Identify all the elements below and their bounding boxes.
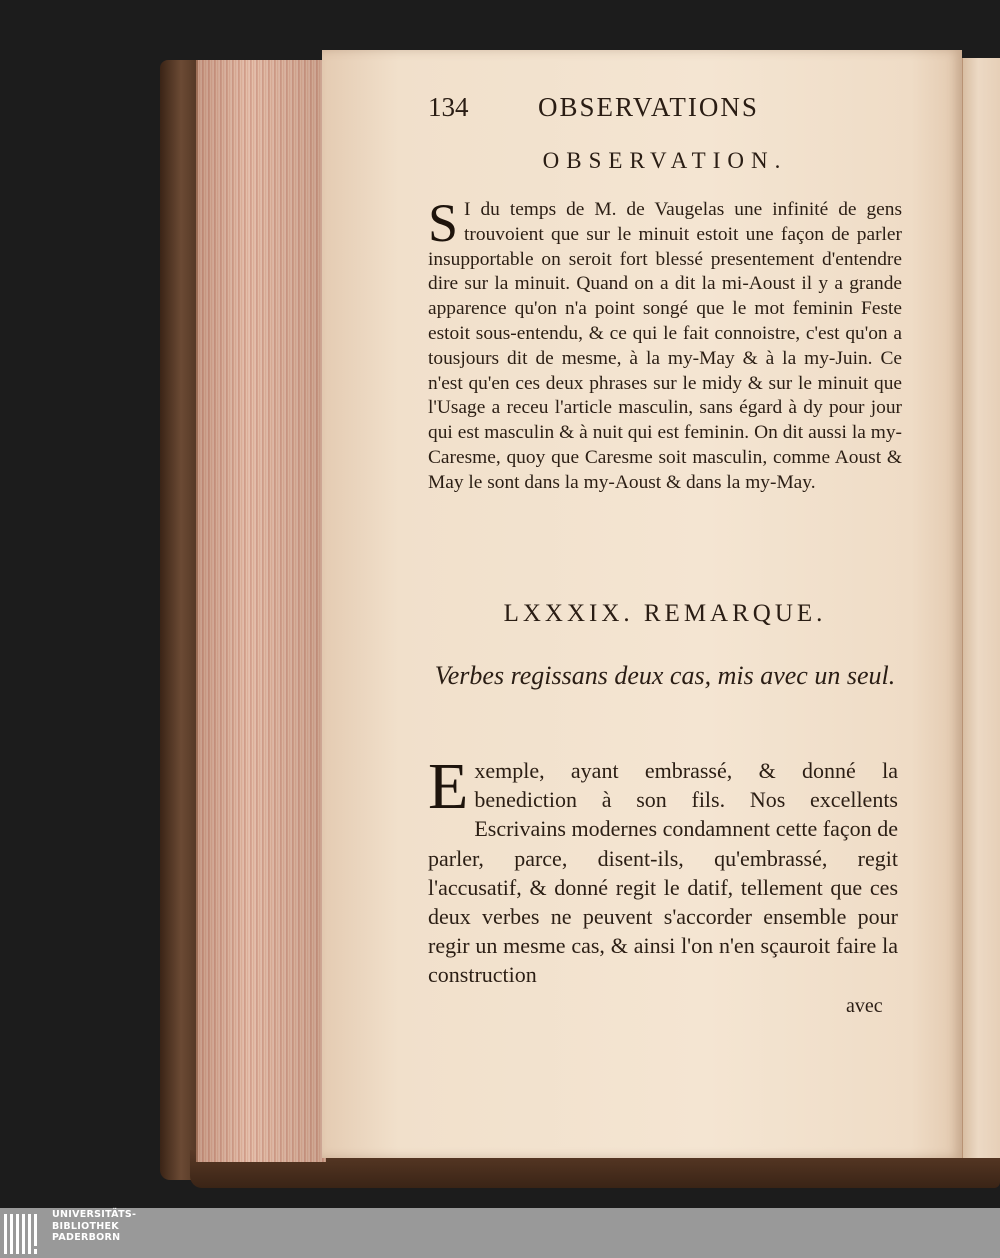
observation-paragraph bbox=[428, 193, 902, 496]
library-name-line2: BIBLIOTHEK bbox=[52, 1220, 119, 1232]
observation-heading: OBSERVATION. bbox=[542, 148, 788, 173]
running-head bbox=[428, 92, 814, 132]
running-head-title: OBSERVATIONS bbox=[538, 92, 759, 122]
observation-dropcap: S bbox=[428, 193, 459, 253]
remarque-subtitle: Verbes regissans deux cas, mis avec un seul. bbox=[434, 661, 896, 690]
remarque-dropcap: E bbox=[428, 750, 469, 823]
library-name-line1: UNIVERSITÄTS- bbox=[52, 1209, 137, 1220]
page-number: 134 bbox=[428, 92, 469, 122]
remarque-heading: LXXXIX. REMARQUE. bbox=[503, 600, 827, 627]
facing-page-edge bbox=[962, 58, 1000, 1158]
remarque-paragraph bbox=[428, 750, 898, 990]
library-name bbox=[52, 1209, 136, 1244]
remarque-text: xemple, ayant embrassé, & donné la benediction à son fils. Nos excellents Escrivains modernes condamnent cette façon de parler, parce, disent-ils, qu'embrassé, regit l'accusatif, & donné regit le datif, tellement que ces deux verbes ne peuvent s'accorder ensemble pour regir un mesme cas, & ainsi l'on n'en sçauroit faire la construction bbox=[428, 758, 898, 988]
library-logo-icon bbox=[2, 1210, 46, 1256]
library-name-line3: PADERBORN bbox=[52, 1232, 121, 1243]
catchword: avec bbox=[846, 995, 883, 1017]
page-edges bbox=[196, 60, 326, 1162]
library-footer bbox=[0, 1208, 1000, 1258]
observation-text: I du temps de M. de Vaugelas une infinité de gens trouvoient que sur le minuit estoit une façon de parler insupportable on seroit fort blessé presentement d'entendre dire sur la minuit. Quand on a dit la mi-Aoust il y a grande apparence qu'on n'a point songé que le mot feminin Feste estoit sous-entendu, & ce qui le fait connoistre, c'est qu'on a tousjours dit de mesme, à la my-May & à la my-Juin. Ce n'est qu'en ces deux phrases sur le midy & sur le minuit que l'Usage a receu l'article masculin, sans égard à dy pour jour qui est masculin & à nuit qui est feminin. On dit aussi la my-Caresme, quoy que Caresme soit masculin, comme Aoust & May le sont dans la my-Aoust & dans la my-May. bbox=[428, 199, 902, 493]
